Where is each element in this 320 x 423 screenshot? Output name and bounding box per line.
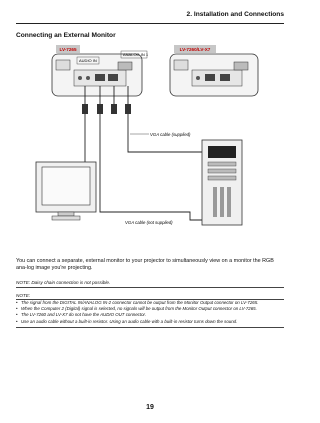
- header-rule: [16, 23, 284, 24]
- projector-lv7265: [52, 54, 142, 96]
- body-paragraph: You can connect a separate, external monitor to your projector to simultaneously view on a monitor the RGB ana-log image you're projecting.: [16, 258, 274, 271]
- note-item: • The signal from the DIGITAL IN/ANALOG IN-2 connector cannot be output from the Monitor Output connector on LV-7265.: [16, 300, 284, 306]
- audio-in-label: AUDIO IN: [79, 58, 97, 63]
- model-label-right: LV-7260/LV-X7: [179, 47, 211, 52]
- note-item: • Use an audio cable without a built-in resistor. Using an audio cable with a built-in resistor turns down the sound.: [16, 319, 284, 325]
- notes-heading: NOTE:: [16, 293, 31, 298]
- note-rule: [16, 287, 284, 288]
- cable-connectors: [82, 104, 131, 114]
- note-item: • When the Computer 2 (Digital) signal is selected, no signals will be output from the Monitor Output connector on LV-7265.: [16, 306, 284, 312]
- section-title: Connecting an External Monitor: [16, 32, 116, 39]
- analog-in-label: ANALOG IN 1: [123, 52, 149, 57]
- header-section-title: 2. Installation and Connections: [186, 11, 284, 18]
- model-label-left: LV-7265: [59, 47, 77, 52]
- vga-not-supplied-label: VGA cable (not supplied): [125, 220, 173, 225]
- daisy-chain-note: NOTE: Daisy chain connection is not possible.: [16, 280, 111, 285]
- vga-supplied-label: VGA cable (supplied): [150, 132, 191, 137]
- connection-diagram: [30, 42, 260, 237]
- cables: [85, 86, 220, 220]
- projector-lv7260-lvx7: [170, 54, 258, 96]
- computer-tower: [202, 140, 242, 225]
- notes-list: [16, 300, 284, 325]
- note-item: • The LV-7260 and LV-X7 do not have the AUDIO OUT connector.: [16, 312, 284, 318]
- notes-end-rule: [16, 327, 284, 328]
- external-monitor: [36, 162, 96, 220]
- page-number: 19: [146, 404, 154, 411]
